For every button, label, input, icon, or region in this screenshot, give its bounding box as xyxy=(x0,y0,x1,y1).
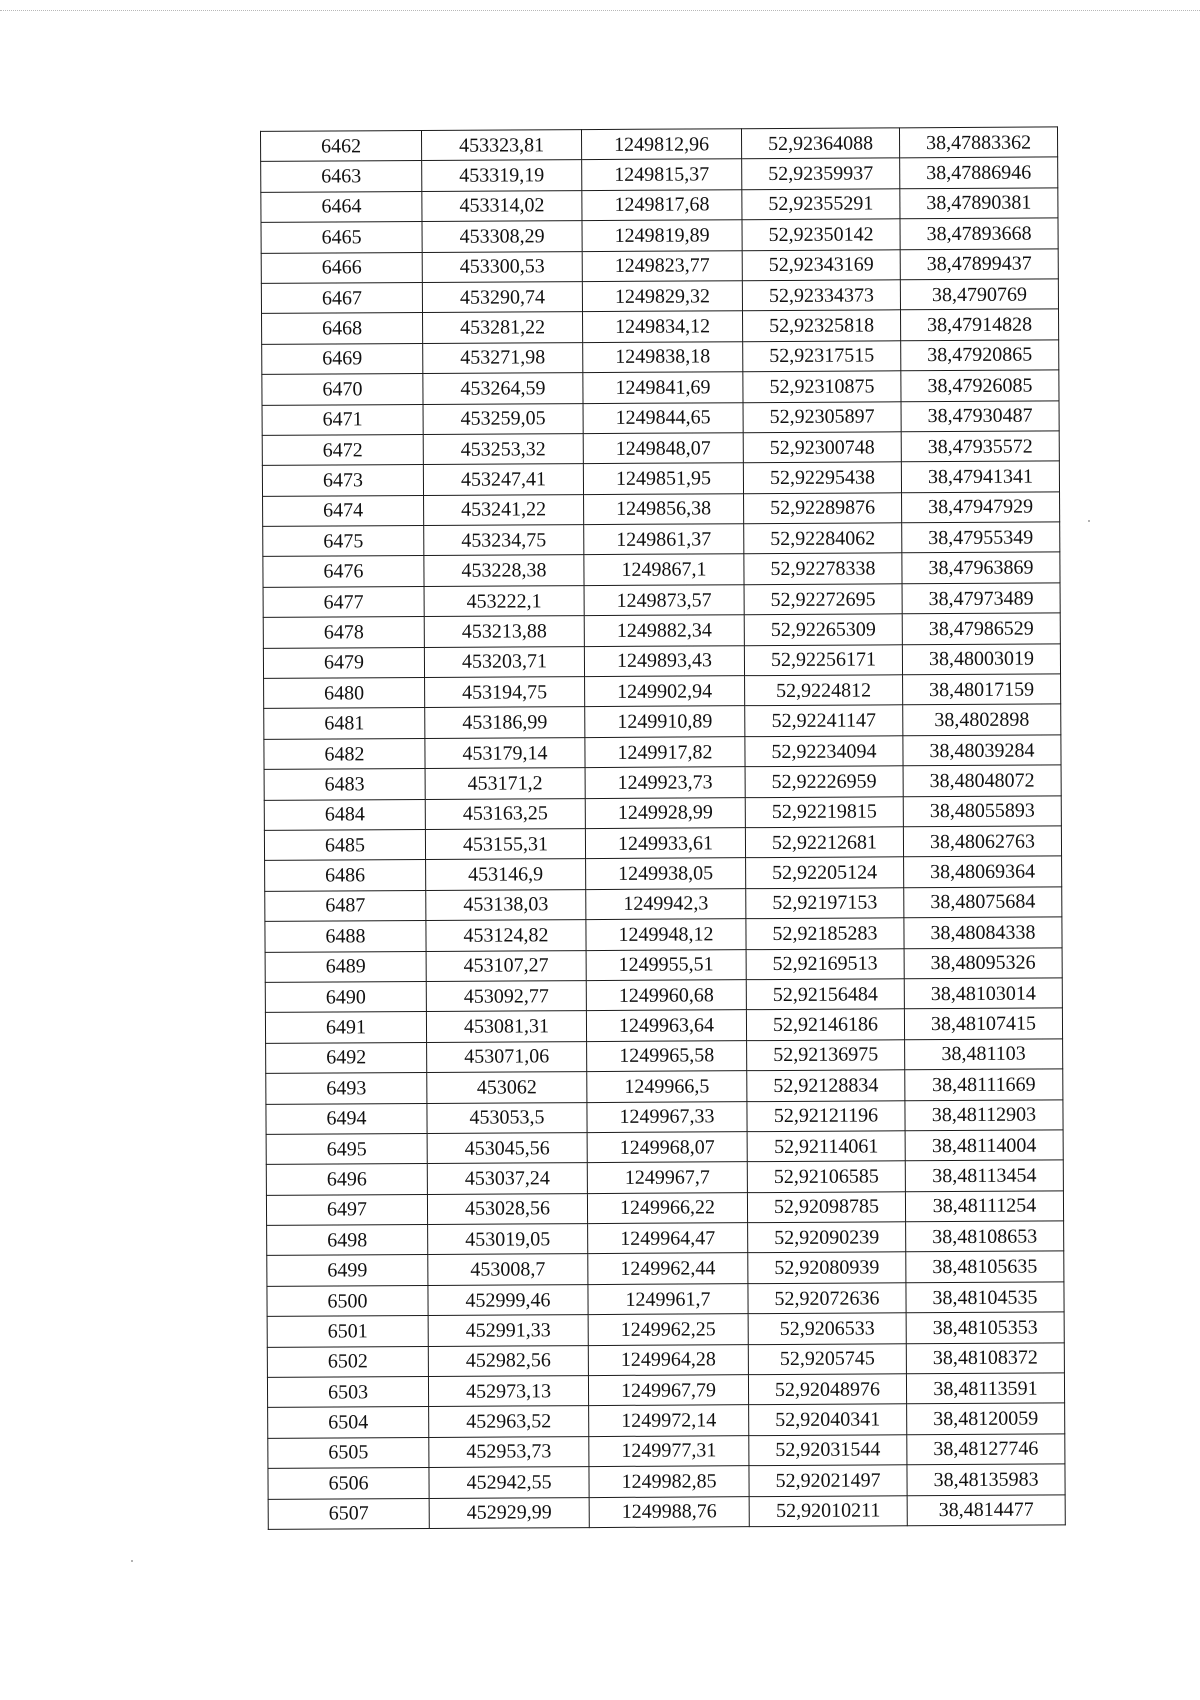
longitude-cell: 38,48108372 xyxy=(906,1343,1064,1374)
x-coordinate-cell: 453138,03 xyxy=(426,889,586,920)
point-number-cell: 6498 xyxy=(267,1225,428,1256)
y-coordinate-cell: 1249819,89 xyxy=(582,220,742,251)
table-row xyxy=(268,1434,1065,1469)
longitude-cell: 38,48095326 xyxy=(904,947,1062,978)
y-coordinate-cell: 1249823,77 xyxy=(582,250,742,281)
y-coordinate-cell: 1249942,3 xyxy=(586,888,746,919)
x-coordinate-cell: 453107,27 xyxy=(426,950,586,981)
longitude-cell: 38,47955349 xyxy=(902,522,1060,553)
x-coordinate-cell: 453019,05 xyxy=(428,1224,588,1255)
latitude-cell: 52,92146186 xyxy=(746,1009,904,1040)
y-coordinate-cell: 1249861,37 xyxy=(584,524,744,555)
latitude-cell: 52,92272695 xyxy=(744,584,902,615)
x-coordinate-cell: 452953,73 xyxy=(429,1436,589,1467)
latitude-cell: 52,92040341 xyxy=(749,1404,907,1435)
table-row xyxy=(268,1403,1065,1438)
point-number-cell: 6484 xyxy=(264,799,425,830)
y-coordinate-cell: 1249841,69 xyxy=(583,372,743,403)
point-number-cell: 6497 xyxy=(266,1194,427,1225)
longitude-cell: 38,47941341 xyxy=(901,461,1059,492)
point-number-cell: 6473 xyxy=(262,465,423,496)
point-number-cell: 6506 xyxy=(268,1468,429,1499)
x-coordinate-cell: 453062 xyxy=(427,1072,587,1103)
latitude-cell: 52,92317515 xyxy=(743,341,901,372)
table-row xyxy=(266,1160,1063,1195)
x-coordinate-cell: 452929,99 xyxy=(429,1497,589,1528)
y-coordinate-cell: 1249982,85 xyxy=(589,1466,749,1497)
longitude-cell: 38,48112903 xyxy=(905,1099,1063,1130)
latitude-cell: 52,92355291 xyxy=(742,189,900,220)
x-coordinate-cell: 453259,05 xyxy=(423,403,583,434)
longitude-cell: 38,48111669 xyxy=(905,1069,1063,1100)
point-number-cell: 6468 xyxy=(262,313,423,344)
point-number-cell: 6466 xyxy=(261,252,422,283)
latitude-cell: 52,92031544 xyxy=(749,1435,907,1466)
table-row xyxy=(261,188,1058,223)
longitude-cell: 38,48111254 xyxy=(905,1191,1063,1222)
x-coordinate-cell: 453213,88 xyxy=(424,616,584,647)
point-number-cell: 6505 xyxy=(268,1437,429,1468)
longitude-cell: 38,48120059 xyxy=(907,1403,1065,1434)
point-number-cell: 6467 xyxy=(261,282,422,313)
point-number-cell: 6470 xyxy=(262,374,423,405)
longitude-cell: 38,47920865 xyxy=(901,340,1059,371)
longitude-cell: 38,47963869 xyxy=(902,552,1060,583)
latitude-cell: 52,92114061 xyxy=(747,1131,905,1162)
latitude-cell: 52,92289876 xyxy=(744,492,902,523)
latitude-cell: 52,92136975 xyxy=(747,1040,905,1071)
point-number-cell: 6465 xyxy=(261,222,422,253)
y-coordinate-cell: 1249967,33 xyxy=(587,1101,747,1132)
point-number-cell: 6496 xyxy=(266,1164,427,1195)
longitude-cell: 38,48069364 xyxy=(904,856,1062,887)
y-coordinate-cell: 1249882,34 xyxy=(584,615,744,646)
x-coordinate-cell: 453247,41 xyxy=(423,464,583,495)
latitude-cell: 52,92010211 xyxy=(749,1495,907,1526)
longitude-cell: 38,48108653 xyxy=(906,1221,1064,1252)
longitude-cell: 38,48113591 xyxy=(906,1373,1064,1404)
x-coordinate-cell: 453171,2 xyxy=(425,768,585,799)
longitude-cell: 38,48105353 xyxy=(906,1312,1064,1343)
longitude-cell: 38,47883362 xyxy=(899,127,1057,158)
latitude-cell: 52,92156484 xyxy=(746,979,904,1010)
latitude-cell: 52,92090239 xyxy=(748,1222,906,1253)
latitude-cell: 52,92241147 xyxy=(745,705,903,736)
y-coordinate-cell: 1249817,68 xyxy=(582,189,742,220)
point-number-cell: 6481 xyxy=(264,708,425,739)
y-coordinate-cell: 1249851,95 xyxy=(583,463,743,494)
y-coordinate-cell: 1249938,05 xyxy=(586,858,746,889)
y-coordinate-cell: 1249829,32 xyxy=(582,281,742,312)
longitude-cell: 38,47914828 xyxy=(900,309,1058,340)
table-row xyxy=(261,218,1058,253)
table-row xyxy=(262,309,1059,344)
point-number-cell: 6502 xyxy=(267,1346,428,1377)
y-coordinate-cell: 1249812,96 xyxy=(581,129,741,160)
point-number-cell: 6480 xyxy=(264,678,425,709)
latitude-cell: 52,92256171 xyxy=(744,644,902,675)
latitude-cell: 52,92197153 xyxy=(746,888,904,919)
latitude-cell: 52,92364088 xyxy=(741,128,899,159)
longitude-cell: 38,4814477 xyxy=(907,1494,1065,1525)
coordinates-table-body xyxy=(260,127,1065,1529)
scan-speck xyxy=(1088,520,1090,522)
point-number-cell: 6462 xyxy=(260,130,421,161)
x-coordinate-cell: 453124,82 xyxy=(426,920,586,951)
table-row xyxy=(260,127,1057,162)
point-number-cell: 6478 xyxy=(263,617,424,648)
y-coordinate-cell: 1249917,82 xyxy=(585,737,745,768)
longitude-cell: 38,47930487 xyxy=(901,400,1059,431)
y-coordinate-cell: 1249834,12 xyxy=(583,311,743,342)
y-coordinate-cell: 1249964,47 xyxy=(588,1223,748,1254)
latitude-cell: 52,92128834 xyxy=(747,1070,905,1101)
y-coordinate-cell: 1249962,25 xyxy=(588,1314,748,1345)
table-row xyxy=(264,796,1061,831)
longitude-cell: 38,47935572 xyxy=(901,431,1059,462)
y-coordinate-cell: 1249955,51 xyxy=(586,949,746,980)
x-coordinate-cell: 453323,81 xyxy=(421,130,581,161)
table-row xyxy=(267,1251,1064,1286)
latitude-cell: 52,92080939 xyxy=(748,1252,906,1283)
longitude-cell: 38,47973489 xyxy=(902,583,1060,614)
table-row xyxy=(261,157,1058,192)
table-row xyxy=(264,765,1061,800)
latitude-cell: 52,92284062 xyxy=(744,523,902,554)
y-coordinate-cell: 1249965,58 xyxy=(587,1040,747,1071)
x-coordinate-cell: 453194,75 xyxy=(425,677,585,708)
y-coordinate-cell: 1249977,31 xyxy=(589,1435,749,1466)
table-row xyxy=(263,583,1060,618)
latitude-cell: 52,9205745 xyxy=(748,1343,906,1374)
x-coordinate-cell: 453234,75 xyxy=(424,525,584,556)
y-coordinate-cell: 1249967,79 xyxy=(588,1375,748,1406)
point-number-cell: 6507 xyxy=(268,1498,429,1529)
latitude-cell: 52,92072636 xyxy=(748,1283,906,1314)
longitude-cell: 38,47947929 xyxy=(902,492,1060,523)
table-row xyxy=(262,340,1059,375)
y-coordinate-cell: 1249948,12 xyxy=(586,919,746,950)
table-row xyxy=(267,1221,1064,1256)
point-number-cell: 6476 xyxy=(263,556,424,587)
point-number-cell: 6483 xyxy=(264,769,425,800)
point-number-cell: 6482 xyxy=(264,738,425,769)
point-number-cell: 6500 xyxy=(267,1285,428,1316)
table-row xyxy=(264,674,1061,709)
y-coordinate-cell: 1249856,38 xyxy=(584,493,744,524)
point-number-cell: 6472 xyxy=(262,434,423,465)
x-coordinate-cell: 453281,22 xyxy=(423,312,583,343)
y-coordinate-cell: 1249988,76 xyxy=(589,1496,749,1527)
x-coordinate-cell: 452982,56 xyxy=(428,1345,588,1376)
latitude-cell: 52,92048976 xyxy=(748,1374,906,1405)
table-row xyxy=(263,552,1060,587)
x-coordinate-cell: 453053,5 xyxy=(427,1102,587,1133)
table-row xyxy=(266,1069,1063,1104)
x-coordinate-cell: 453203,71 xyxy=(424,646,584,677)
point-number-cell: 6494 xyxy=(266,1103,427,1134)
latitude-cell: 52,92021497 xyxy=(749,1465,907,1496)
latitude-cell: 52,92350142 xyxy=(742,219,900,250)
x-coordinate-cell: 453222,1 xyxy=(424,585,584,616)
y-coordinate-cell: 1249893,43 xyxy=(584,645,744,676)
y-coordinate-cell: 1249966,22 xyxy=(587,1192,747,1223)
latitude-cell: 52,92185283 xyxy=(746,918,904,949)
longitude-cell: 38,47893668 xyxy=(900,218,1058,249)
longitude-cell: 38,48114004 xyxy=(905,1130,1063,1161)
point-number-cell: 6477 xyxy=(263,586,424,617)
point-number-cell: 6492 xyxy=(266,1042,427,1073)
table-row xyxy=(262,370,1059,405)
table-row xyxy=(265,978,1062,1013)
y-coordinate-cell: 1249867,1 xyxy=(584,554,744,585)
latitude-cell: 52,92169513 xyxy=(746,948,904,979)
table-row xyxy=(262,461,1059,496)
longitude-cell: 38,47890381 xyxy=(900,188,1058,219)
longitude-cell: 38,48105635 xyxy=(906,1251,1064,1282)
x-coordinate-cell: 453092,77 xyxy=(426,981,586,1012)
longitude-cell: 38,48055893 xyxy=(903,796,1061,827)
x-coordinate-cell: 453228,38 xyxy=(424,555,584,586)
point-number-cell: 6489 xyxy=(265,951,426,982)
x-coordinate-cell: 453290,74 xyxy=(422,282,582,313)
x-coordinate-cell: 453319,19 xyxy=(422,160,582,191)
latitude-cell: 52,9224812 xyxy=(745,675,903,706)
table-row xyxy=(267,1343,1064,1378)
latitude-cell: 52,92121196 xyxy=(747,1100,905,1131)
longitude-cell: 38,47986529 xyxy=(902,613,1060,644)
latitude-cell: 52,92226959 xyxy=(745,766,903,797)
latitude-cell: 52,92359937 xyxy=(742,158,900,189)
longitude-cell: 38,48017159 xyxy=(903,674,1061,705)
table-row xyxy=(262,400,1059,435)
point-number-cell: 6504 xyxy=(268,1407,429,1438)
y-coordinate-cell: 1249961,7 xyxy=(588,1284,748,1315)
y-coordinate-cell: 1249815,37 xyxy=(582,159,742,190)
table-row xyxy=(263,644,1060,679)
latitude-cell: 52,9206533 xyxy=(748,1313,906,1344)
y-coordinate-cell: 1249967,7 xyxy=(587,1162,747,1193)
table-row xyxy=(268,1464,1065,1499)
longitude-cell: 38,48084338 xyxy=(904,917,1062,948)
longitude-cell: 38,4802898 xyxy=(903,704,1061,735)
table-row xyxy=(267,1282,1064,1317)
x-coordinate-cell: 453155,31 xyxy=(425,829,585,860)
table-row xyxy=(262,431,1059,466)
latitude-cell: 52,92219815 xyxy=(745,796,903,827)
y-coordinate-cell: 1249966,5 xyxy=(587,1071,747,1102)
longitude-cell: 38,48127746 xyxy=(907,1434,1065,1465)
table-row xyxy=(265,947,1062,982)
longitude-cell: 38,47926085 xyxy=(901,370,1059,401)
table-row xyxy=(268,1494,1065,1529)
longitude-cell: 38,48003019 xyxy=(902,644,1060,675)
table-row xyxy=(266,1191,1063,1226)
table-row xyxy=(264,704,1061,739)
point-number-cell: 6491 xyxy=(265,1012,426,1043)
table-row xyxy=(263,522,1060,557)
longitude-cell: 38,48048072 xyxy=(903,765,1061,796)
y-coordinate-cell: 1249972,14 xyxy=(589,1405,749,1436)
x-coordinate-cell: 453037,24 xyxy=(427,1163,587,1194)
point-number-cell: 6490 xyxy=(265,981,426,1012)
longitude-cell: 38,48113454 xyxy=(905,1160,1063,1191)
longitude-cell: 38,48062763 xyxy=(903,826,1061,857)
point-number-cell: 6487 xyxy=(265,890,426,921)
latitude-cell: 52,92325818 xyxy=(743,310,901,341)
x-coordinate-cell: 453071,06 xyxy=(427,1041,587,1072)
table-row xyxy=(266,1039,1063,1074)
x-coordinate-cell: 453045,56 xyxy=(427,1132,587,1163)
x-coordinate-cell: 453028,56 xyxy=(427,1193,587,1224)
longitude-cell: 38,47899437 xyxy=(900,248,1058,279)
point-number-cell: 6503 xyxy=(267,1376,428,1407)
x-coordinate-cell: 452973,13 xyxy=(428,1376,588,1407)
point-number-cell: 6464 xyxy=(261,191,422,222)
x-coordinate-cell: 453186,99 xyxy=(425,707,585,738)
table-row xyxy=(265,1008,1062,1043)
latitude-cell: 52,92098785 xyxy=(747,1191,905,1222)
table-row xyxy=(266,1099,1063,1134)
x-coordinate-cell: 452963,52 xyxy=(429,1406,589,1437)
x-coordinate-cell: 453146,9 xyxy=(426,859,586,890)
table-row xyxy=(267,1312,1064,1347)
latitude-cell: 52,92310875 xyxy=(743,371,901,402)
table-row xyxy=(264,826,1061,861)
y-coordinate-cell: 1249923,73 xyxy=(585,767,745,798)
y-coordinate-cell: 1249873,57 xyxy=(584,585,744,616)
y-coordinate-cell: 1249928,99 xyxy=(585,797,745,828)
point-number-cell: 6493 xyxy=(266,1073,427,1104)
scan-speck xyxy=(131,1560,133,1562)
latitude-cell: 52,92305897 xyxy=(743,401,901,432)
table-row xyxy=(265,887,1062,922)
x-coordinate-cell: 453179,14 xyxy=(425,737,585,768)
y-coordinate-cell: 1249960,68 xyxy=(586,980,746,1011)
longitude-cell: 38,481103 xyxy=(905,1039,1063,1070)
latitude-cell: 52,92205124 xyxy=(746,857,904,888)
table-row xyxy=(263,492,1060,527)
latitude-cell: 52,92234094 xyxy=(745,736,903,767)
y-coordinate-cell: 1249902,94 xyxy=(585,676,745,707)
point-number-cell: 6485 xyxy=(264,829,425,860)
y-coordinate-cell: 1249933,61 xyxy=(585,828,745,859)
y-coordinate-cell: 1249910,89 xyxy=(585,706,745,737)
y-coordinate-cell: 1249844,65 xyxy=(583,402,743,433)
y-coordinate-cell: 1249962,44 xyxy=(588,1253,748,1284)
x-coordinate-cell: 453081,31 xyxy=(426,1011,586,1042)
table-row xyxy=(263,613,1060,648)
x-coordinate-cell: 453241,22 xyxy=(424,494,584,525)
point-number-cell: 6488 xyxy=(265,921,426,952)
longitude-cell: 38,48104535 xyxy=(906,1282,1064,1313)
coordinates-table xyxy=(260,126,1066,1529)
x-coordinate-cell: 453300,53 xyxy=(422,251,582,282)
point-number-cell: 6469 xyxy=(262,343,423,374)
latitude-cell: 52,92300748 xyxy=(743,432,901,463)
point-number-cell: 6474 xyxy=(263,495,424,526)
latitude-cell: 52,92212681 xyxy=(745,827,903,858)
x-coordinate-cell: 453253,32 xyxy=(423,433,583,464)
longitude-cell: 38,47886946 xyxy=(900,157,1058,188)
longitude-cell: 38,48039284 xyxy=(903,735,1061,766)
table-row xyxy=(267,1373,1064,1408)
longitude-cell: 38,48135983 xyxy=(907,1464,1065,1495)
table-row xyxy=(265,917,1062,952)
x-coordinate-cell: 453008,7 xyxy=(428,1254,588,1285)
latitude-cell: 52,92278338 xyxy=(744,553,902,584)
table-row xyxy=(265,856,1062,891)
latitude-cell: 52,92343169 xyxy=(742,249,900,280)
latitude-cell: 52,92265309 xyxy=(744,614,902,645)
y-coordinate-cell: 1249838,18 xyxy=(583,341,743,372)
x-coordinate-cell: 453314,02 xyxy=(422,190,582,221)
point-number-cell: 6501 xyxy=(267,1316,428,1347)
point-number-cell: 6475 xyxy=(263,526,424,557)
y-coordinate-cell: 1249963,64 xyxy=(586,1010,746,1041)
y-coordinate-cell: 1249848,07 xyxy=(583,433,743,464)
longitude-cell: 38,48107415 xyxy=(904,1008,1062,1039)
x-coordinate-cell: 452991,33 xyxy=(428,1315,588,1346)
point-number-cell: 6499 xyxy=(267,1255,428,1286)
longitude-cell: 38,4790769 xyxy=(900,279,1058,310)
x-coordinate-cell: 452999,46 xyxy=(428,1284,588,1315)
table-row xyxy=(264,735,1061,770)
x-coordinate-cell: 453163,25 xyxy=(425,798,585,829)
latitude-cell: 52,92334373 xyxy=(742,280,900,311)
table-row xyxy=(266,1130,1063,1165)
point-number-cell: 6486 xyxy=(265,860,426,891)
longitude-cell: 38,48103014 xyxy=(904,978,1062,1009)
point-number-cell: 6479 xyxy=(263,647,424,678)
point-number-cell: 6471 xyxy=(262,404,423,435)
latitude-cell: 52,92106585 xyxy=(747,1161,905,1192)
point-number-cell: 6495 xyxy=(266,1133,427,1164)
table-row xyxy=(261,248,1058,283)
x-coordinate-cell: 453264,59 xyxy=(423,373,583,404)
table-row xyxy=(261,279,1058,314)
point-number-cell: 6463 xyxy=(261,161,422,192)
latitude-cell: 52,92295438 xyxy=(743,462,901,493)
x-coordinate-cell: 453271,98 xyxy=(423,342,583,373)
y-coordinate-cell: 1249964,28 xyxy=(588,1344,748,1375)
longitude-cell: 38,48075684 xyxy=(904,887,1062,918)
x-coordinate-cell: 453308,29 xyxy=(422,221,582,252)
x-coordinate-cell: 452942,55 xyxy=(429,1467,589,1498)
y-coordinate-cell: 1249968,07 xyxy=(587,1132,747,1163)
